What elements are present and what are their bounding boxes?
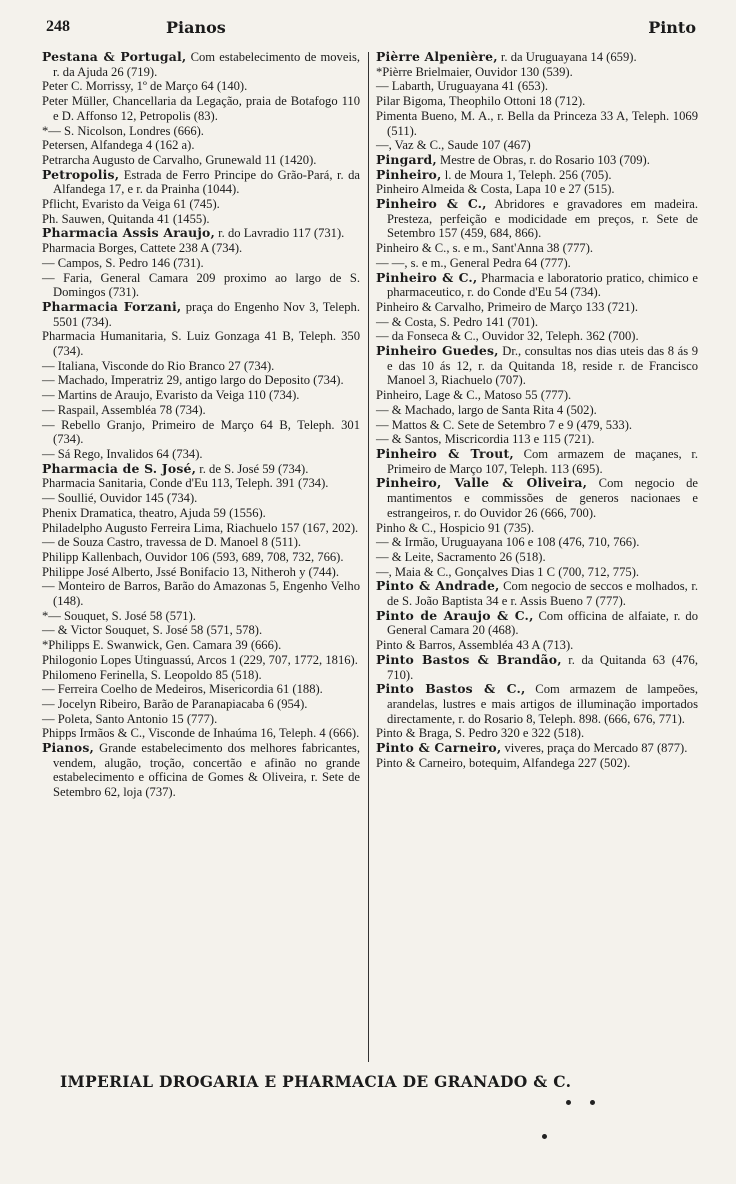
directory-entry — [42, 623, 360, 638]
entry-name-bold: Pharmacia de S. José, — [42, 460, 197, 476]
entry-text: Phenix Dramatica, theatro, Ajuda 59 (1556). — [42, 505, 266, 520]
right-column — [376, 50, 698, 770]
directory-entry — [376, 300, 698, 315]
entry-name-bold: Pinheiro, Valle & Oliveira, — [376, 475, 588, 491]
entry-text: Phipps Irmãos & C., Visconde de Inhaúma 16, Teleph. 4 (666). — [42, 726, 360, 741]
entry-text: — & Irmão, Uruguayana 106 e 108 (476, 710, 766). — [376, 535, 640, 550]
entry-text: Abridores e gravadores em madeira. Presteza, perfeição e modicidade em preços, r. Sete de Setembro 157 (459, 684, 866). — [387, 197, 698, 241]
entry-text: Philipp Kallenbach, Ouvidor 106 (593, 689, 708, 732, 766). — [42, 549, 344, 564]
directory-entry — [376, 638, 698, 653]
entry-text: Mestre de Obras, r. do Rosario 103 (709). — [436, 152, 650, 167]
directory-entry — [376, 682, 698, 726]
entry-text: — & Victor Souquet, S. José 58 (571, 578). — [42, 623, 263, 638]
directory-entry — [376, 153, 698, 168]
entry-text: — & Machado, largo de Santa Rita 4 (502). — [376, 402, 597, 417]
directory-entry — [376, 138, 698, 153]
entry-text: — Campos, S. Pedro 146 (731). — [42, 255, 204, 270]
page-number: 248 — [46, 18, 70, 35]
directory-entry — [376, 182, 698, 197]
entry-text: Ph. Sauwen, Quitanda 41 (1455). — [42, 211, 210, 226]
entry-text: *— S. Nicolson, Londres (666). — [42, 123, 204, 138]
directory-entry — [42, 653, 360, 668]
entry-text: —, Maia & C., Gonçalves Dias 1 C (700, 712, 775). — [376, 564, 640, 579]
directory-entry — [42, 682, 360, 697]
entry-text: Peter Müller, Chancellaria da Legação, praia de Botafogo 110 e D. Affonso 12, Petropolis (83). — [42, 94, 360, 123]
entry-text: Com negocio de mantimentos e commissões de generos nacionaes e estrangeiros, r. do Ouvidor 26 (666, 700). — [387, 476, 698, 520]
entry-text: — Machado, Imperatriz 29, antigo largo do Deposito (734). — [42, 373, 344, 388]
ink-speck — [542, 1134, 547, 1139]
entry-text: — Sá Rego, Invalidos 64 (734). — [42, 446, 203, 461]
entry-text: Pflicht, Evaristo da Veiga 61 (745). — [42, 197, 220, 212]
directory-entry — [42, 212, 360, 227]
directory-entry — [42, 138, 360, 153]
entry-text: Philomeno Ferinella, S. Leopoldo 85 (518). — [42, 667, 262, 682]
directory-entry — [376, 315, 698, 330]
entry-text: — Ferreira Coelho de Medeiros, Misericordia 61 (188). — [42, 682, 323, 697]
directory-entry — [376, 550, 698, 565]
entry-text: Pinheiro, Lage & C., Matoso 55 (777). — [376, 388, 572, 403]
directory-entry — [42, 226, 360, 241]
entry-text: — Raspail, Assembléa 78 (734). — [42, 402, 206, 417]
entry-text: Pinto & Barros, Assembléa 43 A (713). — [376, 638, 574, 653]
entry-text: Com officina de alfaiate, r. do General Camara 20 (468). — [387, 608, 698, 638]
entry-text: Com estabelecimento de moveis, r. da Ajuda 26 (719). — [53, 50, 360, 79]
entry-name-bold: Pièrre Alpenière, — [376, 49, 498, 64]
directory-entry — [376, 241, 698, 256]
directory-entry — [42, 668, 360, 683]
entry-text: Com armazem de maçanes, r. Primeiro de Março 107, Teleph. 113 (695). — [387, 446, 699, 476]
entry-text: — & Santos, Miscricordia 113 e 115 (721). — [376, 432, 595, 447]
entry-text: *Philipps E. Swanwick, Gen. Camara 39 (666). — [42, 638, 282, 653]
entry-text: r. da Quitanda 63 (476, 710). — [387, 652, 699, 682]
entry-text: — Italiana, Visconde do Rio Branco 27 (734). — [42, 358, 275, 373]
entry-text: — Faria, General Camara 209 proximo ao largo de S. Domingos (731). — [42, 270, 360, 300]
directory-entry — [376, 653, 698, 682]
entry-text: — Martins de Araujo, Evaristo da Veiga 110 (734). — [42, 388, 300, 403]
entry-text: — Jocelyn Ribeiro, Barão de Paranapiacaba 6 (954). — [42, 696, 308, 711]
entry-text: — de Souza Castro, travessa de D. Manoel 8 (511). — [42, 535, 302, 550]
directory-entry — [42, 241, 360, 256]
directory-entry — [376, 344, 698, 388]
entry-text: Peter C. Morrissy, 1º de Março 64 (140). — [42, 79, 248, 94]
entry-text: — & Costa, S. Pedro 141 (701). — [376, 314, 538, 329]
entry-text: Dr., consultas nos dias uteis das 8 ás 9 e das 10 ás 12, r. da Quitanda 18, reside r. de Francisco Manoel 3, Riachuelo (707). — [387, 344, 698, 388]
entry-text: Pinho & C., Hospicio 91 (735). — [376, 520, 535, 535]
directory-entry — [376, 726, 698, 741]
directory-entry — [376, 565, 698, 580]
directory-entry — [42, 741, 360, 800]
directory-entry — [376, 271, 698, 300]
directory-entry — [42, 300, 360, 329]
right-running-head: Pinto — [648, 18, 696, 37]
directory-entry — [376, 521, 698, 536]
directory-entry — [42, 638, 360, 653]
directory-entry — [42, 124, 360, 139]
entry-name-bold: Pinheiro & C., — [376, 269, 478, 285]
directory-entry — [42, 359, 360, 374]
entry-text: Com negocio de seccos e molhados, r. de S. João Baptista 34 e r. Assis Bueno 7 (777). — [387, 579, 698, 609]
entry-name-bold: Pharmacia Assis Araujo, — [42, 225, 216, 241]
directory-entry — [42, 462, 360, 477]
directory-entry — [42, 271, 360, 300]
directory-entry — [376, 579, 698, 608]
directory-entry — [42, 565, 360, 580]
column-divider — [368, 52, 369, 1062]
entry-text: Pinto & Braga, S. Pedro 320 e 322 (518). — [376, 726, 585, 741]
directory-entry — [376, 535, 698, 550]
entry-text: Pinto & Carneiro, botequim, Alfandega 227 (502). — [376, 755, 631, 770]
entry-name-bold: Petropolis, — [42, 166, 120, 182]
directory-entry — [376, 197, 698, 241]
directory-entry — [376, 256, 698, 271]
directory-entry — [42, 79, 360, 94]
entry-text: Pharmacia e laboratorio pratico, chimico e pharmaceutico, r. do Conde d'Eu 54 (734). — [387, 270, 699, 300]
directory-entry — [376, 168, 698, 183]
directory-entry — [376, 403, 698, 418]
entry-name-bold: Pinto & Carneiro, — [376, 740, 502, 756]
directory-entry — [42, 521, 360, 536]
directory-entry — [376, 329, 698, 344]
entry-name-bold: Pinto Bastos & C., — [376, 681, 526, 697]
entry-text: — Poleta, Santo Antonio 15 (777). — [42, 711, 218, 726]
directory-entry — [376, 109, 698, 138]
entry-text: — Monteiro de Barros, Barão do Amazonas 5, Engenho Velho (148). — [42, 579, 360, 609]
entry-name-bold: Pestana & Portugal, — [42, 49, 187, 64]
directory-entry — [42, 50, 360, 79]
entry-text: Philadelpho Augusto Ferreira Lima, Riachuelo 157 (167, 202). — [42, 520, 359, 535]
entry-text: l. de Moura 1, Teleph. 256 (705). — [441, 167, 612, 182]
entry-text: Pharmacia Borges, Cattete 238 A (734). — [42, 241, 243, 256]
entry-text: Pilar Bigoma, Theophilo Ottoni 18 (712). — [376, 94, 586, 109]
entry-text: Petrarcha Augusto de Carvalho, Grunewald 11 (1420). — [42, 152, 317, 167]
directory-entry — [376, 388, 698, 403]
entry-text: Pimenta Bueno, M. A., r. Bella da Princeza 33 A, Teleph. 1069 (511). — [376, 108, 698, 138]
entry-text: *— Souquet, S. José 58 (571). — [42, 608, 196, 623]
directory-entry — [42, 712, 360, 727]
directory-entry — [376, 756, 698, 771]
directory-entry — [42, 197, 360, 212]
directory-entry — [376, 79, 698, 94]
entry-text: r. do Lavradio 117 (731). — [215, 226, 345, 241]
entry-text: Com armazem de lampeões, arandelas, lustres e mais artigos de illuminação importados directamente, r. do Rosario 8, Teleph. 898. (666, 676, 771). — [387, 682, 698, 726]
entry-name-bold: Pinheiro & C., — [376, 196, 487, 212]
directory-entry — [42, 476, 360, 491]
directory-entry — [42, 94, 360, 123]
directory-entry — [42, 550, 360, 565]
directory-entry — [376, 50, 698, 65]
entry-name-bold: Pinto & Andrade, — [376, 578, 500, 594]
entry-text: Pinheiro & C., s. e m., Sant'Anna 38 (777). — [376, 241, 594, 256]
entry-name-bold: Pinheiro & Trout, — [376, 445, 514, 461]
directory-entry — [376, 447, 698, 476]
entry-text: viveres, praça do Mercado 87 (877). — [501, 741, 688, 756]
directory-entry — [42, 168, 360, 197]
directory-entry — [42, 726, 360, 741]
directory-entry — [376, 476, 698, 520]
directory-entry — [376, 741, 698, 756]
entry-text: Philippe José Alberto, Jssé Bonifacio 13, Nitheroh y (744). — [42, 564, 339, 579]
entry-name-bold: Pinheiro, — [376, 166, 442, 182]
entry-name-bold: Pianos, — [42, 740, 95, 756]
directory-entry — [42, 329, 360, 358]
entry-name-bold: Pinto Bastos & Brandão, — [376, 651, 562, 667]
directory-entry — [376, 609, 698, 638]
directory-entry — [42, 373, 360, 388]
entry-text: r. de S. José 59 (734). — [196, 461, 309, 476]
ink-speck — [590, 1100, 595, 1105]
directory-entry — [42, 609, 360, 624]
directory-entry — [42, 535, 360, 550]
directory-entry — [376, 65, 698, 80]
directory-entry — [42, 506, 360, 521]
directory-entry — [42, 388, 360, 403]
directory-entry — [42, 153, 360, 168]
entry-text: r. da Uruguayana 14 (659). — [497, 50, 637, 64]
ink-speck — [566, 1100, 571, 1105]
directory-entry — [42, 697, 360, 712]
directory-entry — [376, 432, 698, 447]
entry-text: — da Fonseca & C., Ouvidor 32, Teleph. 362 (700). — [376, 329, 639, 344]
entry-text: — Rebello Granjo, Primeiro de Março 64 B, Teleph. 301 (734). — [42, 417, 360, 447]
entry-text: — Mattos & C. Sete de Setembro 7 e 9 (479, 533). — [376, 417, 633, 432]
entry-text: Petersen, Alfandega 4 (162 a). — [42, 138, 195, 153]
entry-text: Pharmacia Humanitaria, S. Luiz Gonzaga 41 B, Teleph. 350 (734). — [42, 329, 360, 359]
entry-text: — Labarth, Uruguayana 41 (653). — [376, 79, 549, 94]
entry-text: — Soullié, Ouvidor 145 (734). — [42, 491, 198, 506]
directory-entry — [376, 418, 698, 433]
entry-text: Philogonio Lopes Utinguassú, Arcos 1 (229, 707, 1772, 1816). — [42, 652, 358, 667]
entry-name-bold: Pingard, — [376, 151, 437, 167]
directory-entry — [376, 94, 698, 109]
directory-entry — [42, 447, 360, 462]
left-column — [42, 50, 360, 800]
entry-name-bold: Pinheiro Guedes, — [376, 343, 499, 359]
left-running-head: Pianos — [166, 18, 226, 37]
entry-text: Pinheiro Almeida & Costa, Lapa 10 e 27 (515). — [376, 182, 615, 197]
entry-text: —, Vaz & C., Saude 107 (467) — [376, 138, 531, 153]
entry-text: Pinheiro & Carvalho, Primeiro de Março 133 (721). — [376, 299, 638, 314]
entry-text: praça do Engenho Nov 3, Teleph. 5501 (734). — [53, 299, 360, 329]
entry-text: Estrada de Ferro Principe do Grão-Pará, r. da Alfandega 17, e r. da Prainha (1044). — [53, 167, 360, 197]
entry-text: Grande estabelecimento dos melhores fabricantes, vendem, alugão, troção, concertão e afinão no grande estabelecimento e officina de Gomes & Oliveira, r. Sete de Setembro 62, loja (737). — [53, 741, 360, 800]
page-header — [46, 18, 696, 40]
directory-entry — [42, 491, 360, 506]
entry-text: *Pièrre Brielmaier, Ouvidor 130 (539). — [376, 64, 573, 79]
entry-text: — & Leite, Sacramento 26 (518). — [376, 549, 546, 564]
entry-text: Pharmacia Sanitaria, Conde d'Eu 113, Teleph. 391 (734). — [42, 476, 329, 491]
entry-name-bold: Pinto de Araujo & C., — [376, 607, 534, 623]
directory-entry — [42, 579, 360, 608]
directory-entry — [42, 418, 360, 447]
directory-entry — [42, 256, 360, 271]
directory-entry — [42, 403, 360, 418]
entry-name-bold: Pharmacia Forzani, — [42, 298, 182, 314]
footer-banner: IMPERIAL DROGARIA E PHARMACIA DE GRANADO & C. — [60, 1072, 572, 1091]
entry-text: — —, s. e m., General Pedra 64 (777). — [376, 255, 571, 270]
